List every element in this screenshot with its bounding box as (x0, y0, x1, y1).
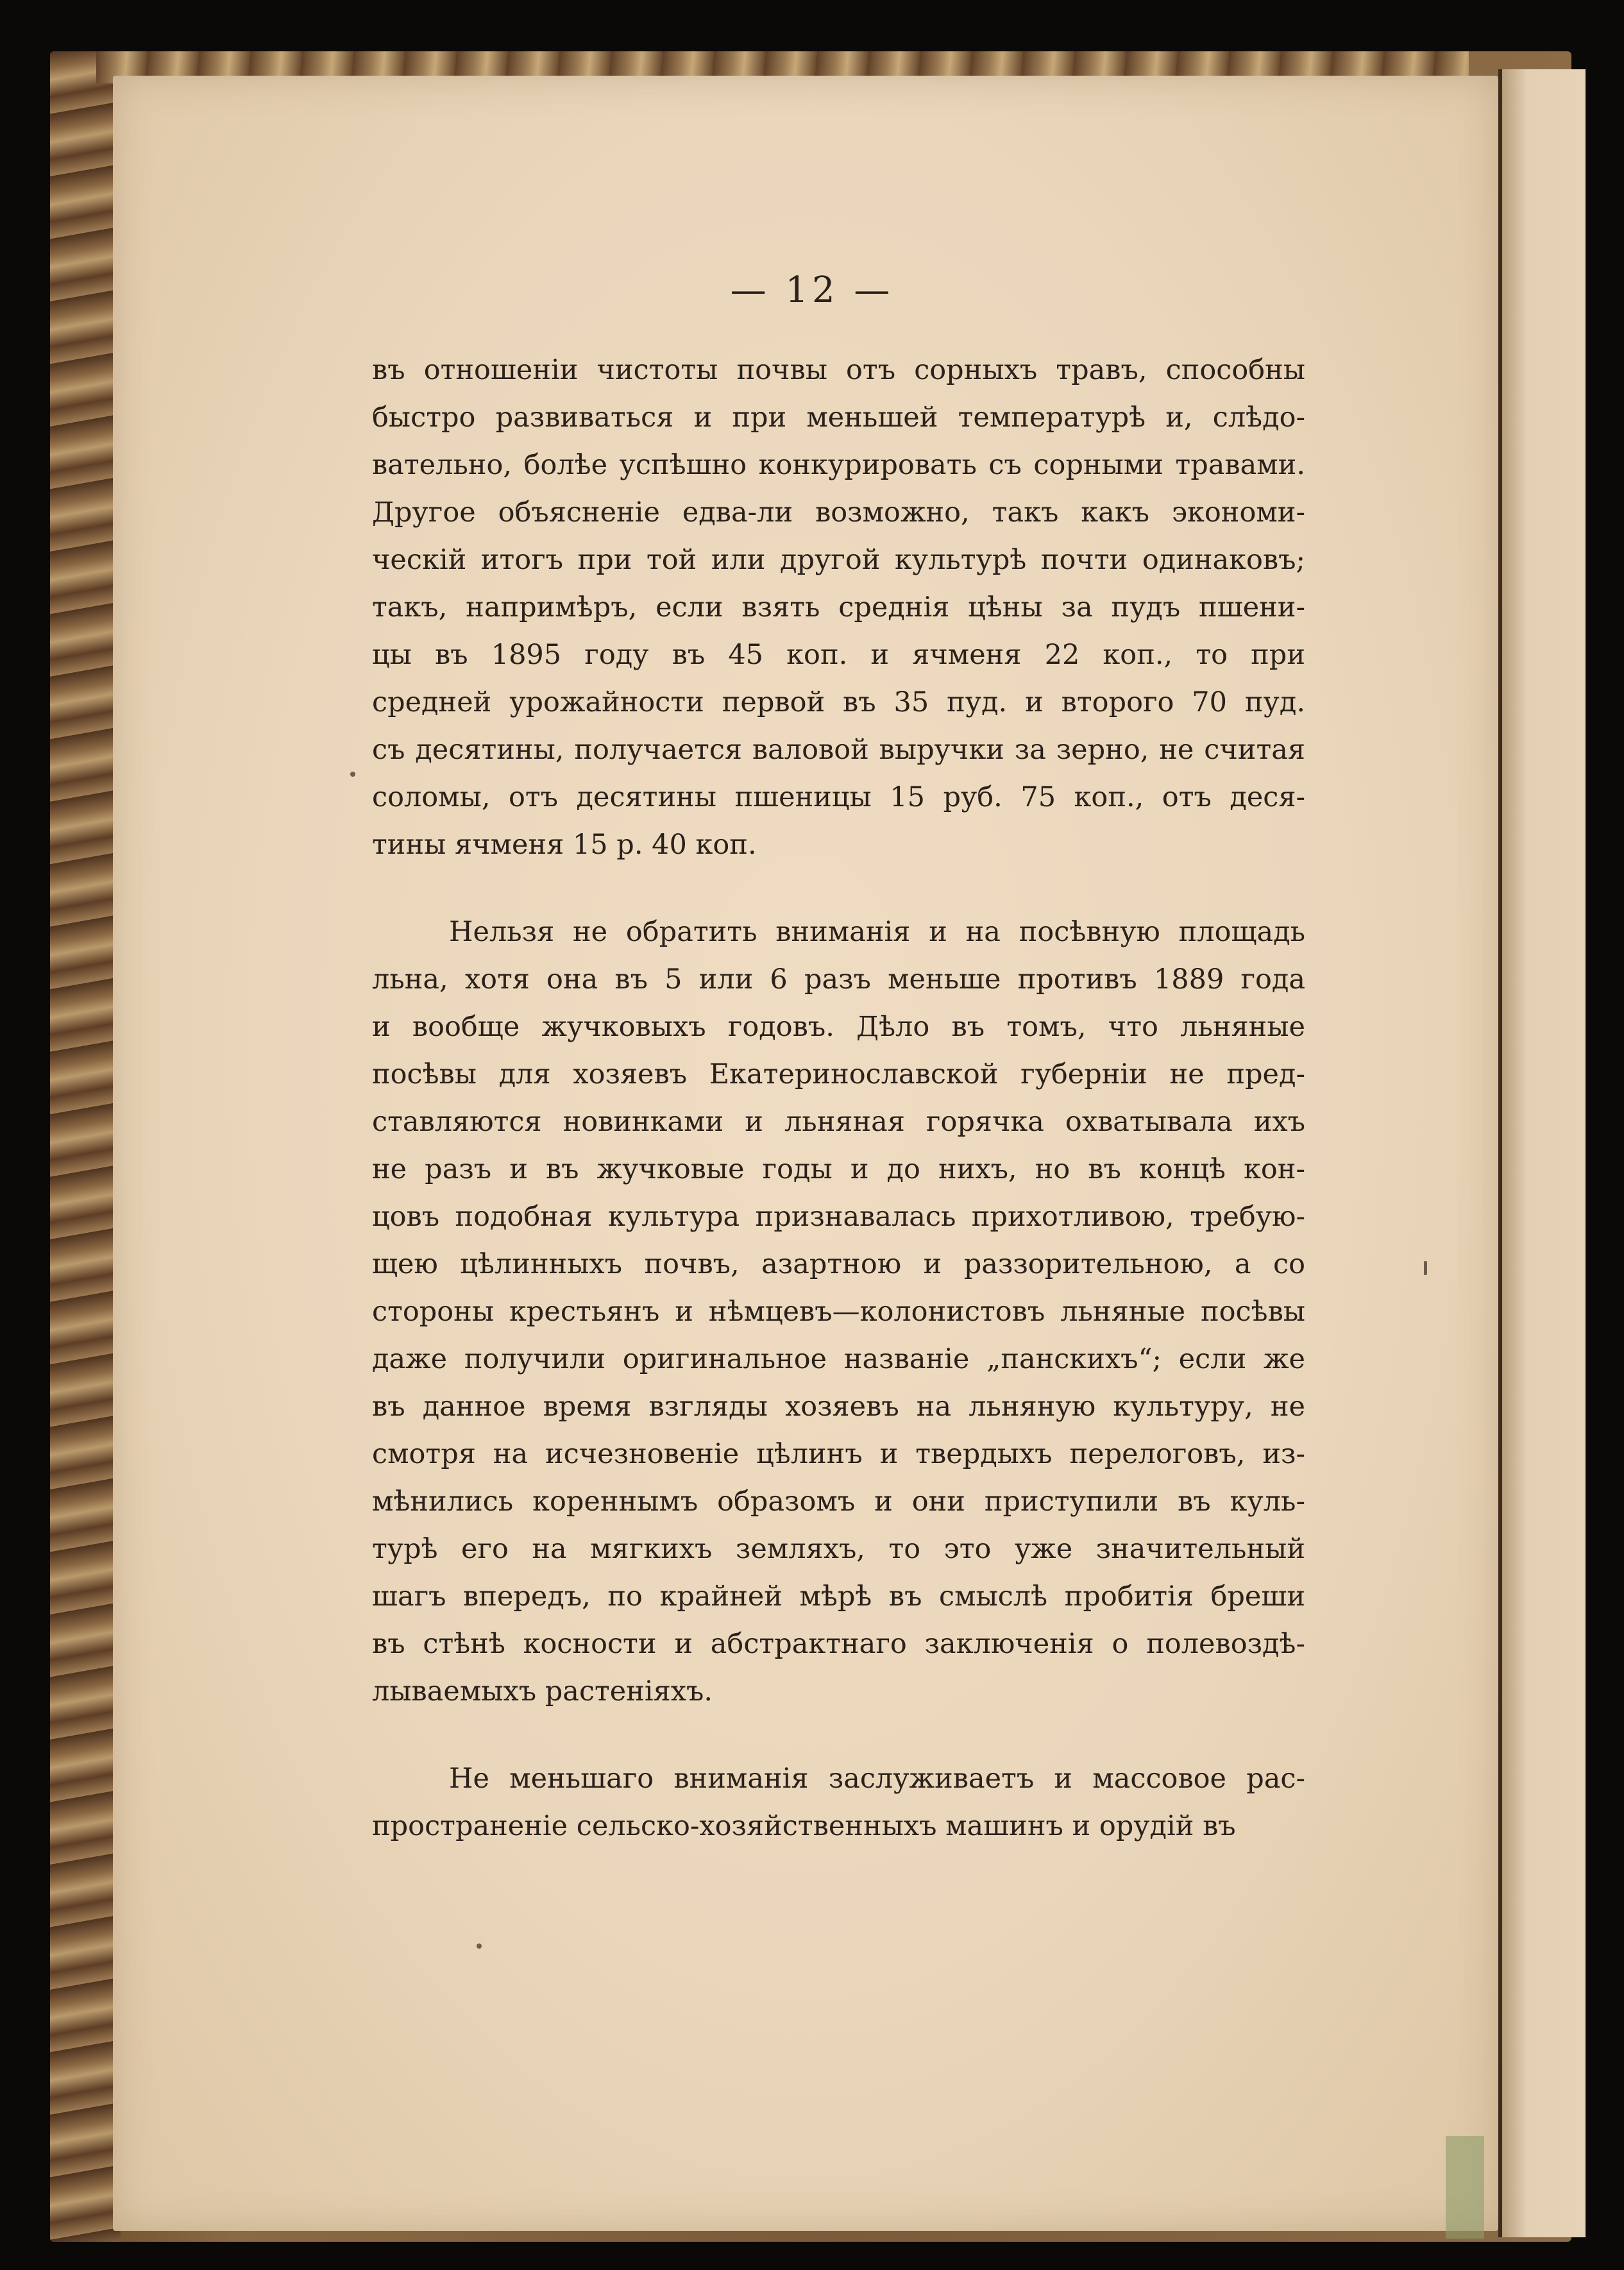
text-line: Нельзя не обратить вниманія и на посѣвную площадь (449, 916, 1305, 948)
text-line: турѣ его на мягкихъ земляхъ, то это уже значительный (372, 1533, 1305, 1565)
text-line: щею цѣлинныхъ почвъ, азартною и раззорительною, а со (372, 1248, 1305, 1280)
text-line: въ отношеніи чистоты почвы отъ сорныхъ травъ, способны (372, 354, 1305, 386)
text-line: средней урожайности первой въ 35 пуд. и второго 70 пуд. (372, 686, 1305, 718)
ink-mark (1424, 1261, 1427, 1275)
text-line: лываемыхъ растеніяхъ. (372, 1675, 713, 1707)
page-number: — 12 — (730, 269, 894, 311)
text-line: льна, хотя она въ 5 или 6 разъ меньше противъ 1889 года (372, 963, 1305, 995)
text-line: даже получили оригинальное названіе „панскихъ“; если же (372, 1343, 1305, 1375)
paragraph (372, 1755, 1305, 1850)
paragraph (372, 346, 1305, 868)
text-line: стороны крестьянъ и нѣмцевъ—колонистовъ льняные посѣвы (372, 1296, 1305, 1328)
text-line: Другое объясненіе едва-ли возможно, такъ какъ экономи- (372, 496, 1305, 529)
text-line: ставляются новинками и льняная горячка охватывала ихъ (372, 1106, 1305, 1138)
book-cover-marbled-edge (50, 51, 121, 2242)
page-body-text (372, 346, 1305, 1850)
text-line: цы въ 1895 году въ 45 коп. и ячменя 22 коп., то при (372, 639, 1305, 671)
text-line: шагъ впередъ, по крайней мѣрѣ въ смыслѣ пробитія бреши (372, 1580, 1305, 1613)
text-line: въ данное время взгляды хозяевъ на льняную культуру, не (372, 1391, 1305, 1423)
ink-speck (350, 772, 355, 777)
text-line: быстро развиваться и при меньшей температурѣ и, слѣдо- (372, 402, 1305, 434)
text-line: ческій итогъ при той или другой культурѣ почти одинаковъ; (372, 544, 1305, 576)
text-line: въ стѣнѣ косности и абстрактнаго заключенія о полевоздѣ- (372, 1628, 1305, 1660)
text-line: не разъ и въ жучковые годы и до нихъ, но въ концѣ кон- (372, 1153, 1305, 1185)
text-line: соломы, отъ десятины пшеницы 15 руб. 75 коп., отъ деся- (372, 781, 1305, 813)
text-line: Не меньшаго вниманія заслуживаетъ и массовое рас- (449, 1763, 1305, 1795)
facing-page-edge (1498, 69, 1586, 2237)
text-line: цовъ подобная культура признавалась прихотливою, требую- (372, 1201, 1305, 1233)
text-line: такъ, напримѣръ, если взять среднія цѣны за пудъ пшени- (372, 591, 1305, 623)
text-line: смотря на исчезновеніе цѣлинъ и твердыхъ перелоговъ, из- (372, 1438, 1305, 1470)
ink-speck (477, 1944, 482, 1949)
text-line: мѣнились кореннымъ образомъ и они приступили въ куль- (372, 1486, 1305, 1518)
text-line: и вообще жучковыхъ годовъ. Дѣло въ томъ, что льняные (372, 1011, 1305, 1043)
page-edge-tint (1446, 2136, 1484, 2239)
text-line: съ десятины, получается валовой выручки за зерно, не считая (372, 734, 1305, 766)
text-line: вательно, болѣе успѣшно конкурировать съ сорными травами. (372, 449, 1305, 481)
paragraph (372, 908, 1305, 1715)
text-line: посѣвы для хозяевъ Екатеринославской губерніи не пред- (372, 1058, 1305, 1090)
text-line: пространеніе сельско-хозяйственныхъ машинъ и орудій въ (372, 1810, 1236, 1842)
text-line: тины ячменя 15 р. 40 коп. (372, 829, 757, 861)
